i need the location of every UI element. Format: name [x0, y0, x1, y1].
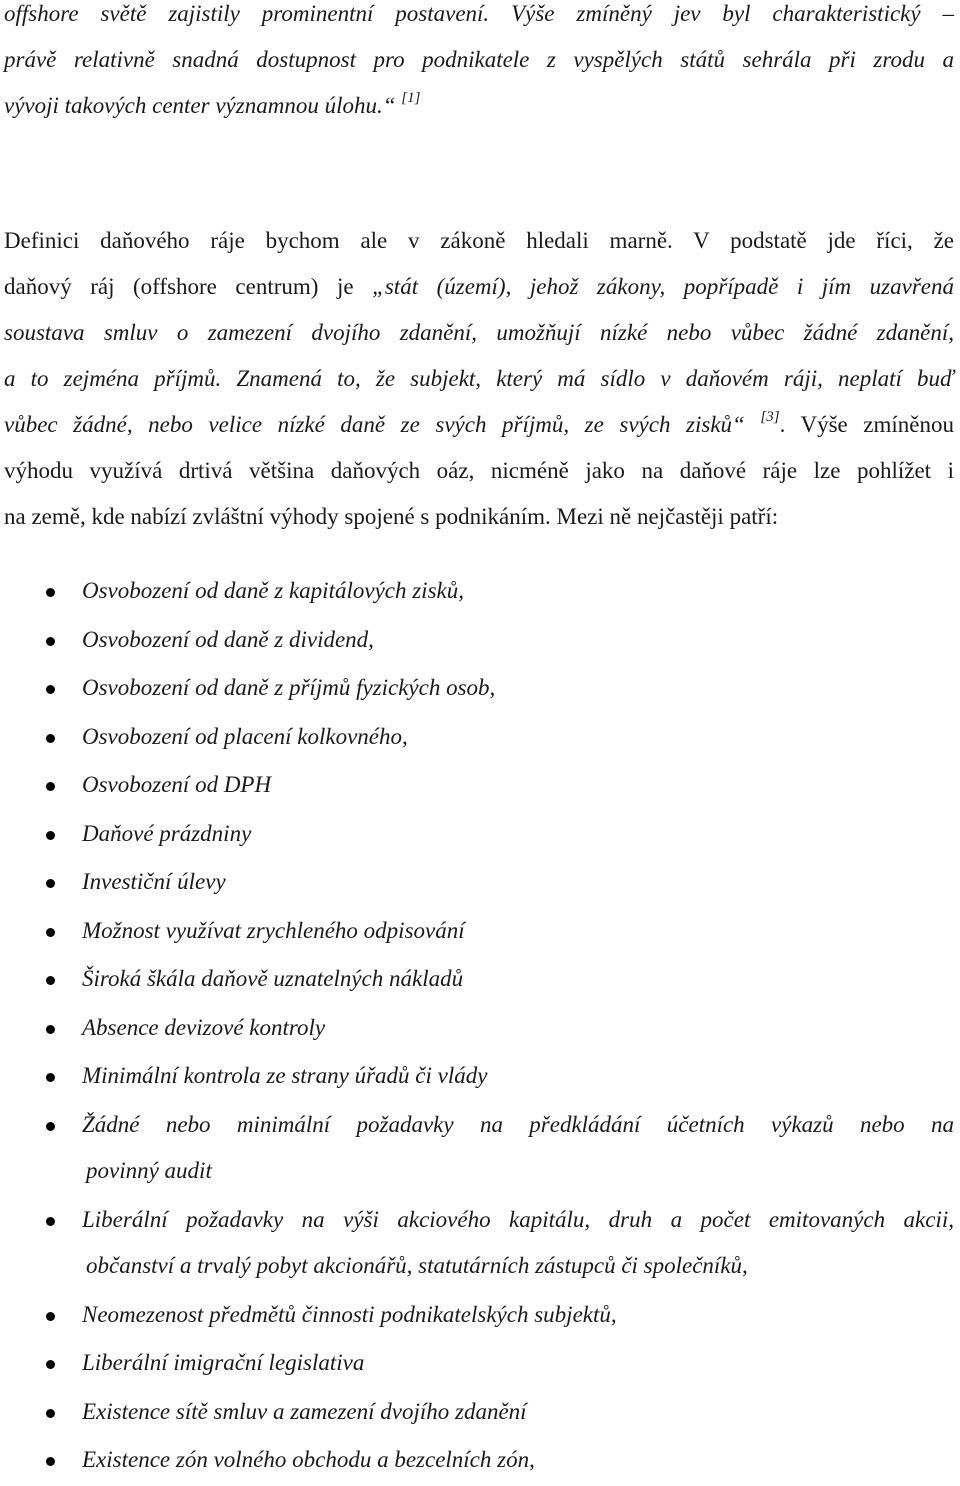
list-item-text: Liberální požadavky na výši akciového kapitálu, druh a počet emitovaných akcii,: [82, 1206, 954, 1232]
bullet-icon: [46, 1025, 55, 1034]
list-item-text-continued: občanství a trvalý pobyt akcionářů, statutárních zástupců či společníků,: [86, 1252, 748, 1278]
list-item: [4, 1053, 954, 1102]
text-line: právě relativně snadná dostupnost pro podnikatele z vyspělých států sehrála při zrodu a: [4, 47, 954, 72]
bullet-icon: [46, 1217, 55, 1226]
list-item: [4, 1340, 954, 1389]
list-item: [4, 1102, 954, 1197]
list-item-text: Minimální kontrola ze strany úřadů či vlády: [82, 1063, 488, 1088]
bullet-icon: [46, 879, 55, 888]
advantages-list: [4, 568, 954, 1486]
list-item: [4, 1292, 954, 1341]
footnote-ref: [3]: [760, 409, 780, 425]
list-item: [4, 665, 954, 714]
bullet-icon: [46, 1360, 55, 1369]
text-line: výhodu využívá drtivá většina daňových oáz, nicméně jako na daňové ráje lze pohlížet i: [4, 458, 954, 483]
quote-paragraph: [4, 0, 954, 129]
list-item-text: Neomezenost předmětů činnosti podnikatelských subjektů,: [82, 1301, 617, 1327]
list-item-text: Daňové prázdniny: [82, 820, 252, 846]
list-item-text: Existence sítě smluv a zamezení dvojího zdanění: [82, 1398, 527, 1424]
list-item-text: Osvobození od placení kolkovného,: [82, 723, 408, 749]
text-line: [4, 402, 954, 448]
list-item: [4, 1197, 954, 1292]
text-line: [4, 83, 954, 129]
bullet-icon: [46, 831, 55, 840]
text-fragment: daňový ráj (offshore centrum) je: [4, 274, 373, 299]
bullet-icon: [46, 1073, 55, 1082]
text-line: Definici daňového ráje bychom ale v zákoně hledali marně. V podstatě jde říci, že: [4, 228, 954, 253]
quote-fragment: „stát (území), jehož zákony, popřípadě i jím uzavřená: [372, 274, 954, 299]
text-fragment: . Výše zmíněnou: [779, 412, 954, 437]
list-item-text: Absence devizové kontroly: [82, 1014, 326, 1040]
list-item-text: Investiční úlevy: [82, 869, 226, 894]
bullet-icon: [46, 782, 55, 791]
bullet-icon: [46, 734, 55, 743]
bullet-icon: [46, 588, 55, 597]
list-item-text: Existence zón volného obchodu a bezcelních zón,: [82, 1447, 535, 1472]
list-item-text: Žádné nebo minimální požadavky na předkládání účetních výkazů nebo na: [82, 1111, 954, 1137]
bullet-icon: [46, 1457, 55, 1466]
bullet-icon: [46, 1122, 55, 1131]
bullet-icon: [46, 1409, 55, 1418]
definition-paragraph: [4, 218, 954, 540]
list-item-text-continued: povinný audit: [86, 1157, 212, 1183]
list-item: [4, 617, 954, 666]
list-item-text: Široká škála daňově uznatelných nákladů: [82, 966, 464, 991]
list-item-text: Osvobození od DPH: [82, 772, 272, 797]
text-line: [4, 264, 954, 310]
footnote-ref: [1]: [401, 90, 421, 106]
list-item-text: Osvobození od daně z příjmů fyzických osob,: [82, 675, 496, 700]
list-item: [4, 811, 954, 860]
text-line: soustava smluv o zamezení dvojího zdanění, umožňují nízké nebo vůbec žádné zdanění,: [4, 320, 954, 345]
bullet-icon: [46, 928, 55, 937]
quote-fragment: vůbec žádné, nebo velice nízké daně ze svých příjmů, ze svých zisků“: [4, 412, 745, 437]
bullet-icon: [46, 637, 55, 646]
list-item: [4, 1389, 954, 1438]
list-item-text: Osvobození od daně z kapitálových zisků,: [82, 578, 464, 603]
list-item: [4, 762, 954, 811]
list-item: [4, 1005, 954, 1054]
list-item: [4, 1437, 954, 1486]
list-item-text: Možnost využívat zrychleného odpisování: [82, 917, 465, 943]
bullet-icon: [46, 1312, 55, 1321]
text-fragment: vývoji takových center významnou úlohu.“: [4, 93, 396, 118]
text-line: a to zejména příjmů. Znamená to, že subjekt, který má sídlo v daňovém ráji, neplatí buď: [4, 366, 954, 391]
text-line: offshore světě zajistily prominentní postavení. Výše zmíněný jev byl charakteristický –: [4, 1, 954, 26]
list-item: [4, 956, 954, 1005]
text-line: na země, kde nabízí zvláštní výhody spojené s podnikáním. Mezi ně nejčastěji patří:: [4, 504, 779, 529]
list-item: [4, 714, 954, 763]
bullet-icon: [46, 685, 55, 694]
list-item-text: Liberální imigrační legislativa: [82, 1350, 365, 1375]
list-item: [4, 908, 954, 957]
list-item: [4, 859, 954, 908]
bullet-icon: [46, 976, 55, 985]
list-item-text: Osvobození od daně z dividend,: [82, 626, 374, 652]
list-item: [4, 568, 954, 617]
